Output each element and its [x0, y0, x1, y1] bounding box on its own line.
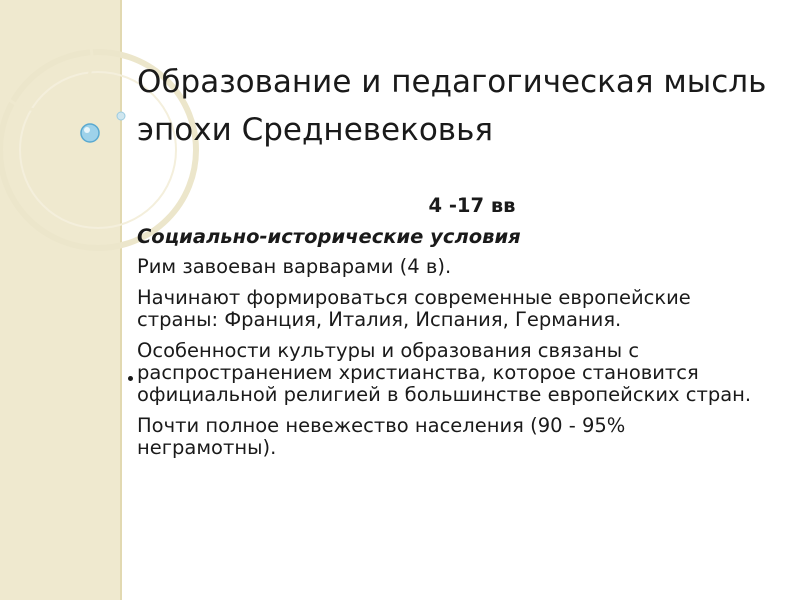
slide-title: Образование и педагогическая мысль эпохи Средневековья	[137, 64, 767, 148]
slide-content	[137, 195, 767, 468]
paragraph-1: Рим завоеван варварами (4 в).	[137, 255, 452, 278]
paragraph-3: Особенности культуры и образования связаны с распространением христианства, которое становится официальной религией в большинстве европейских стран.	[137, 339, 752, 406]
paragraph-4: Почти полное невежество населения (90 - 95% неграмотны).	[137, 414, 626, 459]
bubble-icon	[81, 124, 99, 142]
date-range: 4 -17 вв	[428, 194, 516, 217]
subheading: Социально-исторические условия	[137, 225, 521, 248]
paragraph-2: Начинают формироваться современные европейские страны: Франция, Италия, Испания, Германия.	[137, 286, 691, 331]
bullet-dot-icon	[128, 376, 133, 381]
